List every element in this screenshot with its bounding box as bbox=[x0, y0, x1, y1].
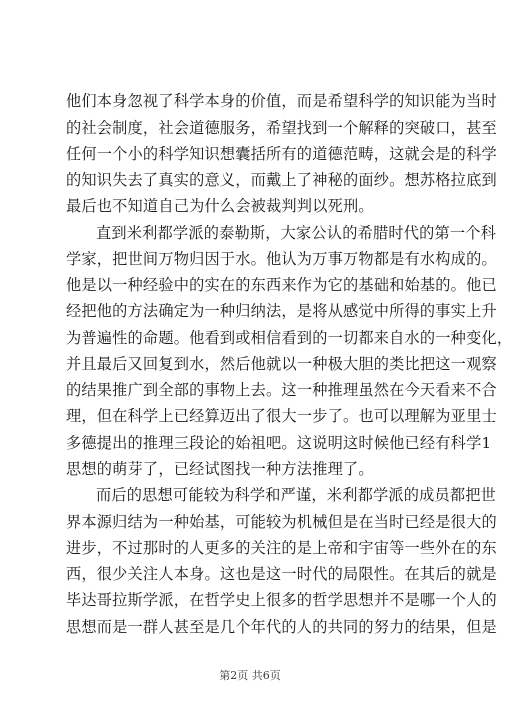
text-line: 并且最后又回复到水，然后他就以一种极大胆的类比把这一观察 bbox=[66, 355, 497, 373]
text-line: 他是以一种经验中的实在的东西来作为它的基础和始基的。他已 bbox=[66, 276, 497, 294]
text-line: 的结果推广到全部的事物上去。这一种推理虽然在今天看来不合 bbox=[66, 381, 497, 399]
text-line: 理，但在科学上已经算迈出了很大一步了。也可以理解为亚里士 bbox=[66, 407, 497, 425]
text-line: 毕达哥拉斯学派，在哲学史上很多的哲学思想并不是哪一个人的 bbox=[66, 591, 497, 609]
text-line: 的知识失去了真实的意义，而戴上了神秘的面纱。想苏格拉底到 bbox=[66, 171, 497, 189]
text-line: 经把他的方法确定为一种归纳法，是将从感觉中所得的事实上升 bbox=[66, 302, 497, 320]
text-line: 直到米利都学派的泰勒斯，大家公认的希腊时代的第一个科 bbox=[96, 224, 497, 242]
page-number-footer: 第2页 共6页 bbox=[219, 669, 281, 682]
text-line: 为普遍性的命题。他看到或相信看到的一切都来自水的一种变化， bbox=[66, 329, 512, 347]
text-line: 任何一个小的科学知识想囊括所有的道德范畴，这就会是的科学 bbox=[66, 145, 497, 163]
text-line: 多德提出的推理三段论的始祖吧。这说明这时候他已经有科学1 bbox=[66, 434, 492, 452]
text-line: 的社会制度，社会道德服务，希望找到一个解释的突破口，甚至 bbox=[66, 119, 497, 137]
text-line: 西，很少关注人本身。这也是这一时代的局限性。在其后的就是 bbox=[66, 565, 497, 583]
text-line: 进步，不过那时的人更多的关注的是上帝和宇宙等一些外在的东 bbox=[66, 539, 497, 557]
text-line: 他们本身忽视了科学本身的价值，而是希望科学的知识能为当时 bbox=[66, 92, 497, 110]
text-line: 而后的思想可能较为科学和严谨，米利都学派的成员都把世 bbox=[96, 486, 497, 504]
text-line: 最后也不知道自己为什么会被裁判判以死刑。 bbox=[66, 197, 374, 215]
text-line: 界本源归结为一种始基，可能较为机械但是在当时已经是很大的 bbox=[66, 513, 497, 531]
text-line: 思想的萌芽了，已经试图找一种方法推理了。 bbox=[66, 460, 374, 478]
text-line: 学家，把世间万物归因于水。他认为万事万物都是有水构成的。 bbox=[66, 250, 497, 268]
text-line: 思想而是一群人甚至是几个年代的人的共同的努力的结果，但是 bbox=[66, 618, 497, 636]
